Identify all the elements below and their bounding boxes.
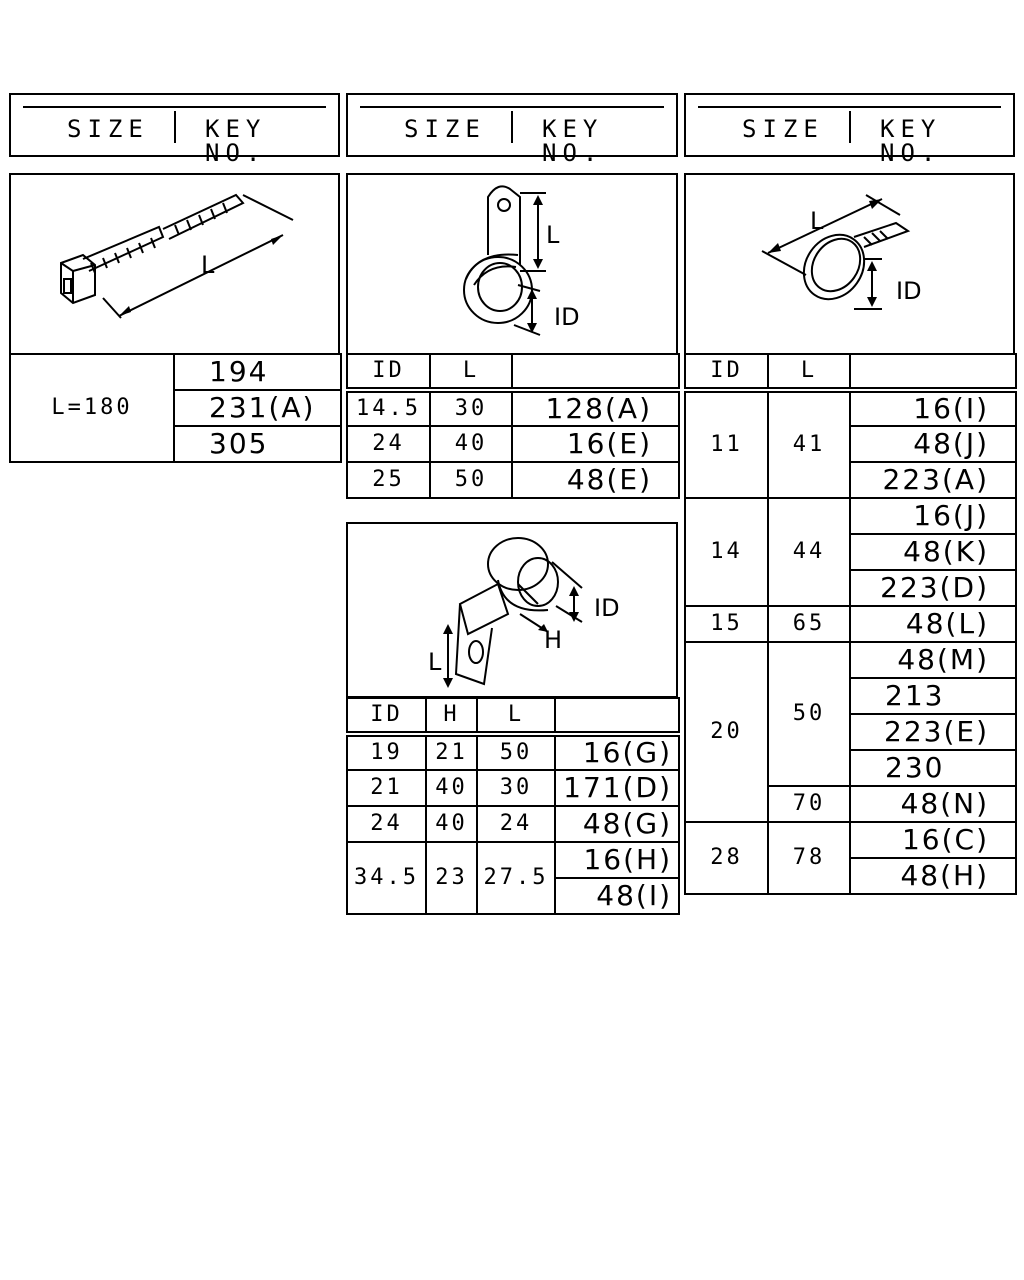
key-no-cell: 231(A) <box>174 390 341 426</box>
dimension-l-label: L <box>428 648 442 676</box>
key-no-cell: 230 <box>850 750 1016 786</box>
key-no-cell: 16(C) <box>850 822 1016 858</box>
key-no-cell: 223(D) <box>850 570 1016 606</box>
bracket-clip-figure-box <box>346 522 678 698</box>
id-cell: 34.5 <box>347 842 426 914</box>
cable-tie-table <box>9 353 342 463</box>
id-cell: 14.5 <box>347 390 430 426</box>
table-row <box>347 806 679 842</box>
key-no-cell: 48(G) <box>555 806 679 842</box>
l-cell: 41 <box>768 390 850 498</box>
band-clamp-drawing <box>686 175 1013 353</box>
id-cell: 28 <box>685 822 768 894</box>
dimension-id-label: ID <box>896 277 922 305</box>
table-row <box>347 734 679 770</box>
key-no-cell: 16(E) <box>512 426 679 462</box>
bracket-clip-table <box>346 697 680 915</box>
key-no-cell: 194 <box>174 354 341 390</box>
table-row <box>347 770 679 806</box>
table-row <box>347 462 679 498</box>
h-cell: 23 <box>426 842 477 914</box>
l-cell: 65 <box>768 606 850 642</box>
key-no-cell: 48(J) <box>850 426 1016 462</box>
size-header: SIZE <box>404 115 486 143</box>
column-header-key <box>512 354 679 390</box>
key-no-cell: 305 <box>174 426 341 462</box>
key-no-cell: 48(I) <box>555 878 679 914</box>
l-cell: 30 <box>430 390 512 426</box>
column-header-l: L <box>768 354 850 390</box>
l-cell: 50 <box>430 462 512 498</box>
cable-tie-drawing <box>11 175 338 353</box>
single-clip-figure-box <box>346 173 678 355</box>
column-header-h: H <box>426 698 477 734</box>
header-box-1 <box>9 93 340 167</box>
l-cell: 70 <box>768 786 850 822</box>
h-cell: 21 <box>426 734 477 770</box>
table-row <box>347 842 679 878</box>
key-no-header: KEY NO. <box>542 115 604 167</box>
id-cell: 20 <box>685 642 768 822</box>
column-header-key <box>850 354 1016 390</box>
l-cell: 78 <box>768 822 850 894</box>
table-row <box>685 390 1016 426</box>
dimension-id-label: ID <box>594 594 620 622</box>
bracket-clip-drawing <box>348 524 676 696</box>
key-no-cell: 48(M) <box>850 642 1016 678</box>
single-clip-drawing <box>348 175 676 353</box>
cable-tie-figure-box <box>9 173 340 355</box>
table-row <box>347 390 679 426</box>
key-no-cell: 128(A) <box>512 390 679 426</box>
l-cell: 40 <box>430 426 512 462</box>
column-header-id: ID <box>347 354 430 390</box>
key-no-cell: 16(J) <box>850 498 1016 534</box>
band-clamp-table <box>684 353 1017 895</box>
header-box-2 <box>346 93 678 167</box>
table-row <box>685 822 1016 858</box>
key-no-cell: 48(H) <box>850 858 1016 894</box>
size-header: SIZE <box>742 115 824 143</box>
dimension-l-label: L <box>546 221 560 249</box>
size-header: SIZE <box>67 115 149 143</box>
l-cell: 50 <box>477 734 555 770</box>
dimension-l-label: L <box>810 207 824 235</box>
key-no-header: KEY NO. <box>880 115 942 167</box>
table-row <box>685 498 1016 534</box>
l-cell: 27.5 <box>477 842 555 914</box>
dimension-h-label: H <box>544 626 563 654</box>
column-header-id: ID <box>685 354 768 390</box>
id-cell: 11 <box>685 390 768 498</box>
header-box-3 <box>684 93 1015 167</box>
tie-size-cell: L=180 <box>10 354 174 462</box>
dimension-id-label: ID <box>554 303 580 331</box>
id-cell: 24 <box>347 806 426 842</box>
l-cell: 50 <box>768 642 850 786</box>
key-no-cell: 213 <box>850 678 1016 714</box>
key-no-cell: 223(A) <box>850 462 1016 498</box>
key-no-cell: 16(G) <box>555 734 679 770</box>
single-clip-table <box>346 353 680 499</box>
l-cell: 24 <box>477 806 555 842</box>
id-cell: 24 <box>347 426 430 462</box>
h-cell: 40 <box>426 770 477 806</box>
id-cell: 15 <box>685 606 768 642</box>
id-cell: 21 <box>347 770 426 806</box>
band-clamp-figure-box <box>684 173 1015 355</box>
id-cell: 25 <box>347 462 430 498</box>
key-no-cell: 48(L) <box>850 606 1016 642</box>
id-cell: 19 <box>347 734 426 770</box>
key-no-cell: 48(K) <box>850 534 1016 570</box>
table-row <box>685 606 1016 642</box>
key-no-cell: 171(D) <box>555 770 679 806</box>
column-header-id: ID <box>347 698 426 734</box>
l-cell: 30 <box>477 770 555 806</box>
column-header-l: L <box>477 698 555 734</box>
key-no-cell: 48(E) <box>512 462 679 498</box>
id-cell: 14 <box>685 498 768 606</box>
key-no-cell: 16(I) <box>850 390 1016 426</box>
key-no-cell: 48(N) <box>850 786 1016 822</box>
table-row <box>347 426 679 462</box>
key-no-header: KEY NO. <box>205 115 267 167</box>
key-no-cell: 16(H) <box>555 842 679 878</box>
dimension-l-label: L <box>201 251 215 279</box>
key-no-cell: 223(E) <box>850 714 1016 750</box>
l-cell: 44 <box>768 498 850 606</box>
table-row <box>685 642 1016 678</box>
column-header-key <box>555 698 679 734</box>
h-cell: 40 <box>426 806 477 842</box>
column-header-l: L <box>430 354 512 390</box>
